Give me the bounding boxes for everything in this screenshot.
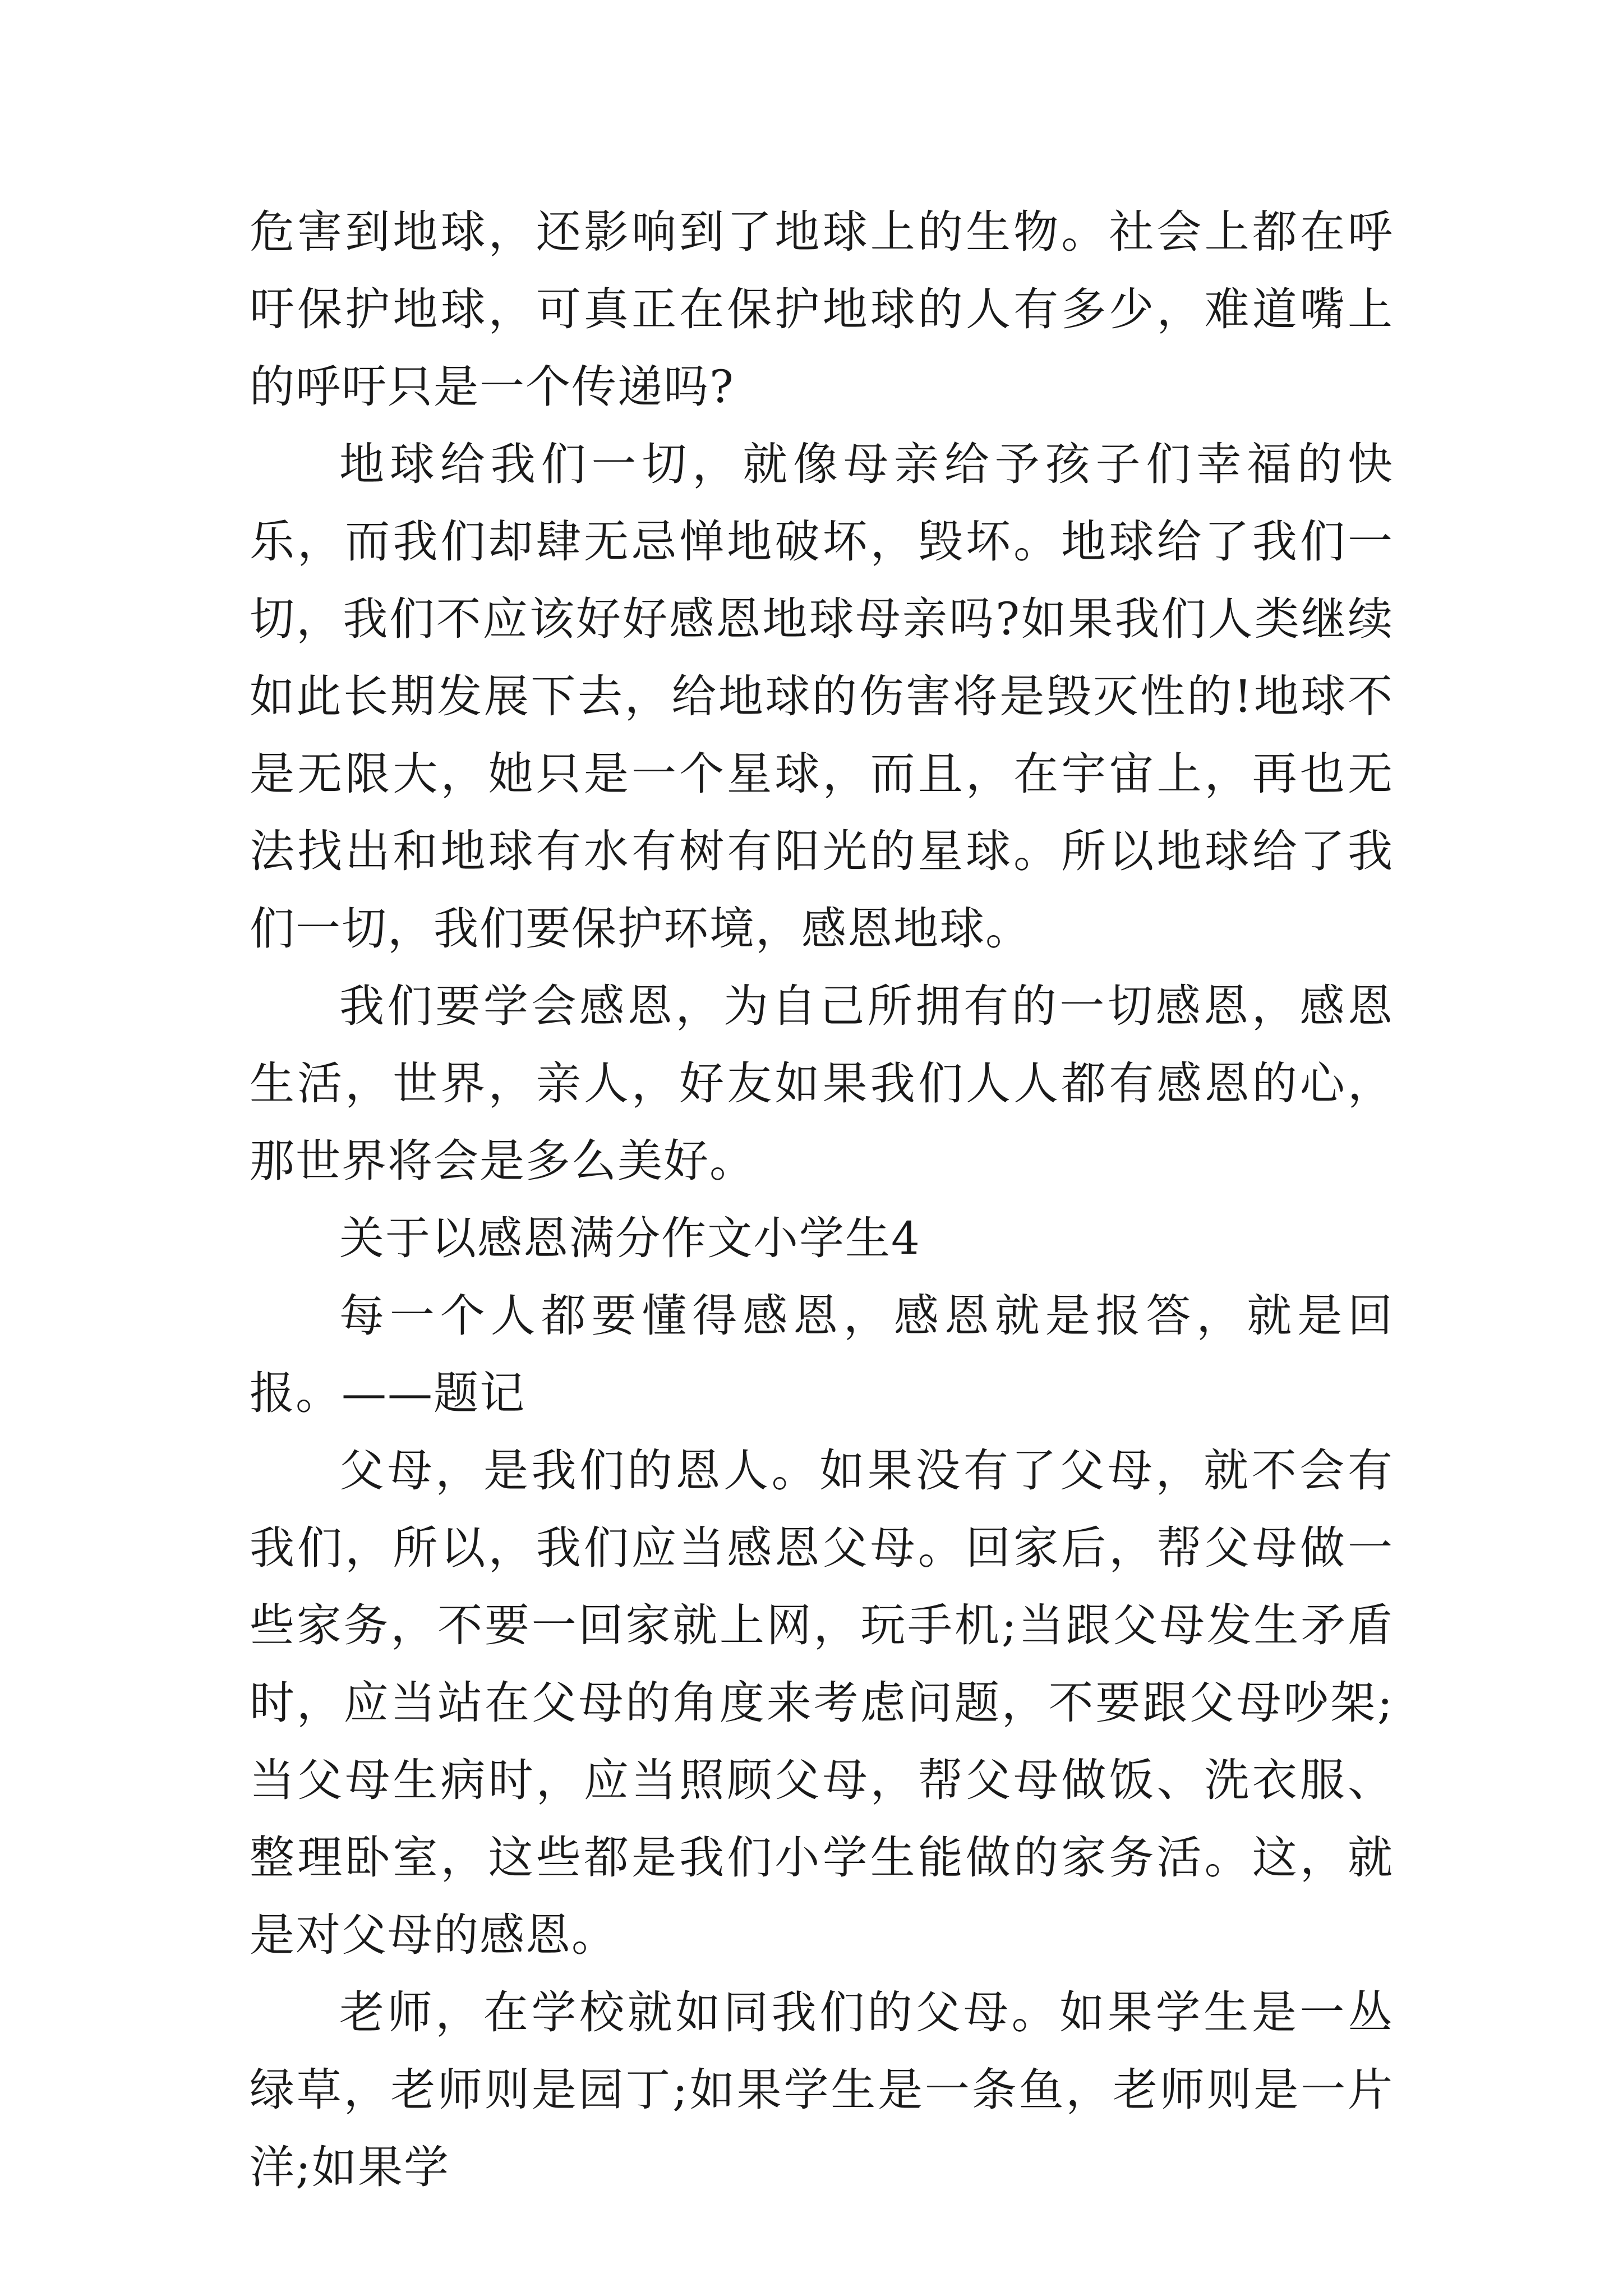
paragraph-parents: 父母，是我们的恩人。如果没有了父母，就不会有我们，所以，我们应当感恩父母。回家后，帮父母做一些家务，不要一回家就上网，玩手机;当跟父母发生矛盾时，应当站在父母的角度来考虑问题，不要跟父母吵架;当父母生病时，应当照顾父母，帮父母做饭、洗衣服、整理卧室，这些都是我们小学生能做的家务活。这，就是对父母的感恩。 (250, 1444, 1394, 1961)
paragraph-3: 我们要学会感恩，为自己所拥有的一切感恩，感恩生活，世界，亲人，好友如果我们人人都有感恩的心，那世界将会是多么美好。 (250, 980, 1394, 1187)
epigraph: 每一个人都要懂得感恩，感恩就是报答，就是回报。——题记 (250, 1290, 1394, 1419)
document-body (250, 194, 1394, 2206)
paragraph-2: 地球给我们一切，就像母亲给予孩子们幸福的快乐，而我们却肆无忌惮地破坏，毁坏。地球给了我们一切，我们不应该好好感恩地球母亲吗?如果我们人类继续如此长期发展下去，给地球的伤害将是毁灭性的!地球不是无限大，她只是一个星球，而且，在宇宙上，再也无法找出和地球有水有树有阳光的星球。所以地球给了我们一切，我们要保护环境，感恩地球。 (250, 438, 1394, 955)
paragraph-teachers: 老师，在学校就如同我们的父母。如果学生是一丛绿草，老师则是园丁;如果学生是一条鱼，老师则是一片洋;如果学 (250, 1986, 1394, 2193)
paragraph-1: 危害到地球，还影响到了地球上的生物。社会上都在呼吁保护地球，可真正在保护地球的人有多少，难道嘴上的呼吁只是一个传递吗? (250, 206, 1394, 413)
section-heading: 关于以感恩满分作文小学生4 (339, 1212, 921, 1264)
